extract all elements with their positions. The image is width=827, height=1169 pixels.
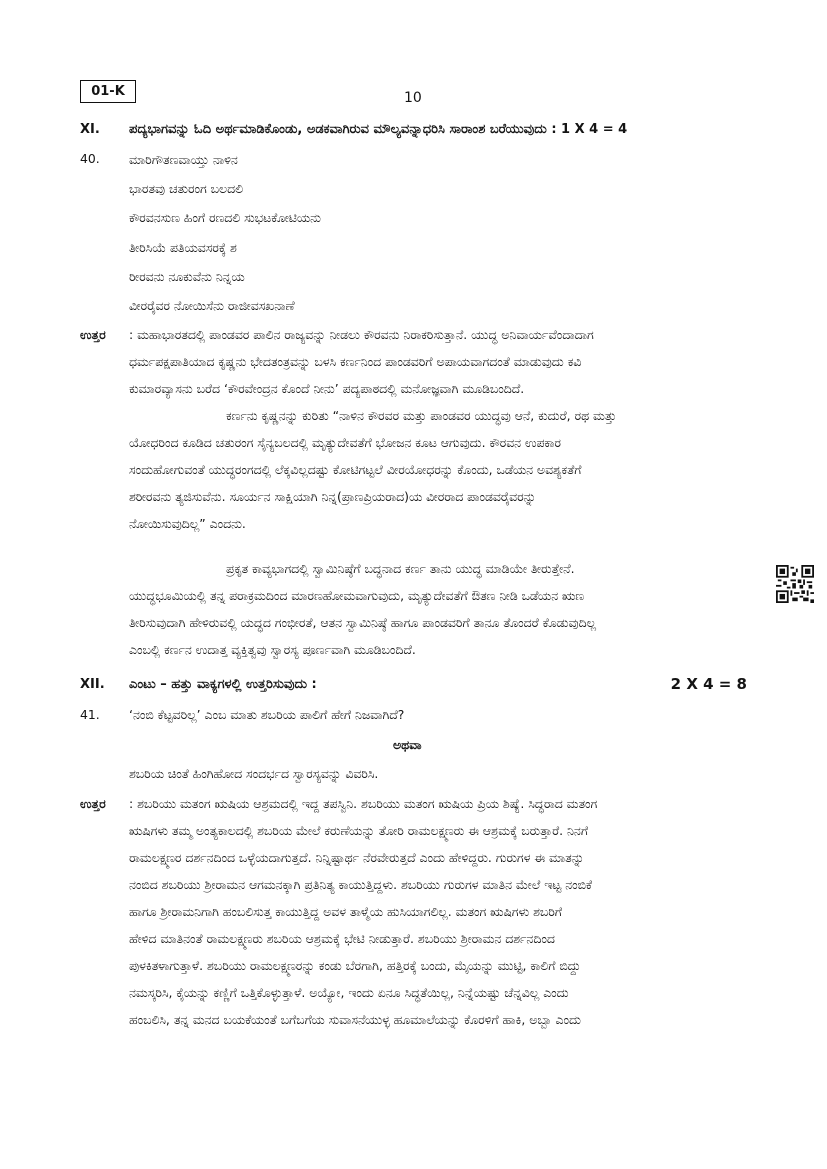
- question-40-poem: [129, 145, 751, 320]
- answer-line: ಯೋಧರಿಂದ ಕೂಡಿದ ಚತುರಂಗ ಸೈನ್ಯಬಲದಲ್ಲಿ ಮೃತ್ಯುದೇವತೆಗೆ ಭೋಜನ ಕೂಟ ಆಗುವುದು. ಕೌರವನ ಉಪಕಾರ: [129, 435, 561, 450]
- answer-40-label: ಉತ್ತರ: [80, 327, 106, 342]
- answer-line: ಹೇಳಿದ ಮಾತಿನಂತೆ ರಾಮಲಕ್ಷ್ಮಣರು ಶಬರಿಯ ಆಶ್ರಮಕ್ಕೆ ಭೇಟಿ ನೀಡುತ್ತಾರೆ. ಶಬರಿಯು ಶ್ರೀರಾಮನ ದರ್ಶನದಿಂದ: [129, 931, 555, 946]
- answer-line: ತೀರಿಸುವುದಾಗಿ ಹೇಳಿರುವಲ್ಲಿ ಯದ್ಧದ ಗಂಭೀರತೆ, ಆತನ ಸ್ವಾಮಿನಿಷ್ಠೆ ಹಾಗೂ ಪಾಂಡವರಿಗೆ ತಾನೂ ತೊಂದರೆ ಕೊಡುವುದಿಲ್ಲ: [129, 615, 597, 630]
- section-xi-number: XI.: [80, 122, 100, 137]
- answer-line: ನಂಬಿದ ಶಬರಿಯು ಶ್ರೀರಾಮನ ಆಗಮನಕ್ಕಾಗಿ ಪ್ರತಿನಿತ್ಯ ಕಾಯುತ್ತಿದ್ದಳು. ಶಬರಿಯು ಗುರುಗಳ ಮಾತಿನ ಮೇಲೆ ಇಟ್ಟ ನಂಬಿಕೆ: [129, 877, 592, 892]
- answer-line: ಕರ್ಣನು ಕೃಷ್ಣನನ್ನು ಕುರಿತು “ನಾಳಿನ ಕೌರವರ ಮತ್ತು ಪಾಂಡವರ ಯುದ್ಧವು ಆನೆ, ಕುದುರೆ, ರಥ ಮತ್ತು: [226, 408, 617, 423]
- section-xii-heading: ಎಂಟು – ಹತ್ತು ವಾಕ್ಯಗಳಲ್ಲಿ ಉತ್ತರಿಸುವುದು :: [129, 677, 317, 692]
- question-40-number: 40.: [80, 151, 100, 166]
- page-number: 10: [404, 90, 422, 106]
- answer-line: : ಮಹಾಭಾರತದಲ್ಲಿ ಪಾಂಡವರ ಪಾಲಿನ ರಾಜ್ಯವನ್ನು ನೀಡಲು ಕೌರವನು ನಿರಾಕರಿಸುತ್ತಾನೆ. ಯುದ್ಧ ಅನಿವಾರ್ಯವೆಂದಾದಾಗ: [129, 327, 594, 342]
- answer-line: ರಾಮಲಕ್ಷ್ಮಣರ ದರ್ಶನದಿಂದ ಒಳ್ಳೆಯದಾಗುತ್ತದೆ. ನಿನ್ನಿಷ್ಟಾರ್ಥ ನೆರವೇರುತ್ತದೆ ಎಂದು ಹೇಳಿದ್ದರು. ಗುರುಗಳ ಈ ಮಾತನ್ನು: [129, 850, 585, 865]
- answer-line: ನೋಯಿಸುವುದಿಲ್ಲ” ಎಂದನು.: [129, 516, 246, 531]
- answer-line: ಯುದ್ಧಭೂಮಿಯಲ್ಲಿ ತನ್ನ ಪರಾಕ್ರಮದಿಂದ ಮಾರಣಹೋಮವಾಗುವುದು, ಮೃತ್ಯುದೇವತೆಗೆ ಔತಣ ನೀಡಿ ಒಡೆಯನ ಋಣ: [129, 588, 584, 603]
- section-xi-heading: ಪದ್ಯಭಾಗವನ್ನು ಓದಿ ಅರ್ಥಮಾಡಿಕೊಂಡು, ಅಡಕವಾಗಿರುವ ಮೌಲ್ಯವನ್ನಾಧರಿಸಿ ಸಾರಾಂಶ ಬರೆಯುವುದು : 1 X 4 = 4: [129, 122, 628, 137]
- answer-line: ಎಂಬಲ್ಲಿ ಕರ್ಣನ ಉದಾತ್ತ ವ್ಯಕ್ತಿತ್ವವು ಸ್ವಾರಸ್ಯ ಪೂರ್ಣವಾಗಿ ಮೂಡಿಬಂದಿದೆ.: [129, 642, 416, 657]
- qr-code-icon: [776, 565, 814, 603]
- question-41-number: 41.: [80, 707, 100, 722]
- answer-line: ನಮಸ್ಕರಿಸಿ, ಕೈಯನ್ನು ಕಣ್ಣಿಗೆ ಒತ್ತಿಕೊಳ್ಳುತ್ತಾಳೆ. ಅಯ್ಯೋ, ಇಂದು ಏನೂ ಸಿದ್ಧತೆಯಿಲ್ಲ, ನಿನ್ನೆಯಷ್ಟು ಚೆನ್ನವಿಲ್ಲ ಎಂದು: [129, 985, 569, 1000]
- answer-line: ಶರೀರವನು ತ್ಯಜಿಸುವೆನು. ಸೂರ್ಯನ ಸಾಕ್ಷಿಯಾಗಿ ನಿನ್ನ(ಪ್ರಾಣಪ್ರಿಯರಾದ)ಯ ವೀರರಾದ ಪಾಂಡವರೈವರನ್ನು: [129, 489, 537, 504]
- question-41-text: ‘ನಂಬಿ ಕೆಟ್ಟವರಿಲ್ಲ’ ಎಂಬ ಮಾತು ಶಬರಿಯ ಪಾಲಿಗೆ ಹೇಗೆ ನಿಜವಾಗಿದೆ?: [129, 707, 405, 722]
- section-xii-number: XII.: [80, 677, 105, 692]
- answer-line: ಹಂಬಲಿಸಿ, ತನ್ನ ಮನದ ಬಯಕೆಯಂತೆ ಬಗೆಬಗೆಯ ಸುವಾಸನೆಯುಳ್ಳ ಹೂಮಾಲೆಯನ್ನು ಕೊರಳಿಗೆ ಹಾಕಿ, ಅಬ್ಬಾ ಎಂದು: [129, 1012, 581, 1027]
- or-label: ಅಥವಾ: [393, 737, 422, 752]
- paper-code-box: 01-K: [80, 80, 136, 103]
- answer-line: ಪುಳಕಿತಳಾಗುತ್ತಾಳೆ. ಶಬರಿಯು ರಾಮಲಕ್ಷ್ಮಣರನ್ನು ಕಂಡು ಬೆರಗಾಗಿ, ಹತ್ತಿರಕ್ಕೆ ಬಂದು, ಮೈಯನ್ನು ಮುಟ್ಟಿ, ಕಾಲಿಗೆ ಬಿದ್ದು: [129, 958, 581, 973]
- answer-40-paragraph-1: [129, 321, 751, 402]
- answer-41-label: ಉತ್ತರ: [80, 796, 106, 811]
- answer-line: : ಶಬರಿಯು ಮತಂಗ ಋಷಿಯ ಆಶ್ರಮದಲ್ಲಿ ಇದ್ದ ತಪಸ್ವಿನಿ. ಶಬರಿಯು ಮತಂಗ ಋಷಿಯ ಪ್ರಿಯ ಶಿಷ್ಯೆ. ಸಿದ್ಧರಾದ ಮತಂಗ: [129, 796, 598, 811]
- answer-40-paragraph-2: [129, 402, 751, 537]
- answer-line: ಧರ್ಮಪಕ್ಷಪಾತಿಯಾದ ಕೃಷ್ಣನು ಭೇದತಂತ್ರವನ್ನು ಬಳಸಿ ಕರ್ಣನಿಂದ ಪಾಂಡವರಿಗೆ ಅಪಾಯವಾಗದಂತೆ ಮಾಡುವುದು ಕವಿ: [129, 354, 582, 369]
- section-xii-marks: 2 X 4 = 8: [670, 675, 747, 693]
- poem-line: ಭಾರತವು ಚತುರಂಗ ಬಲದಲಿ: [129, 181, 243, 197]
- answer-40-paragraph-3: [129, 555, 751, 663]
- answer-line: ಪ್ರಕೃತ ಕಾವ್ಯಭಾಗದಲ್ಲಿ ಸ್ವಾಮಿನಿಷ್ಠೆಗೆ ಬದ್ಧನಾದ ಕರ್ಣ ತಾನು ಯುದ್ಧ ಮಾಡಿಯೇ ತೀರುತ್ತೇನೆ.: [226, 561, 575, 576]
- poem-line: ಮಾರಿಗೌತಣವಾಯ್ತು ನಾಳಿನ: [129, 152, 238, 167]
- answer-line: ಹಾಗೂ ಶ್ರೀರಾಮನಿಗಾಗಿ ಹಂಬಲಿಸುತ್ತ ಕಾಯುತ್ತಿದ್ದ ಅವಳ ತಾಳ್ಮೆಯ ಹುಸಿಯಾಗಲಿಲ್ಲ. ಮತಂಗ ಋಷಿಗಳು ಶಬರಿಗೆ: [129, 904, 562, 919]
- poem-line: ರೀರವನು ನೂಕುವೆನು ನಿನ್ನಯ: [129, 268, 245, 284]
- poem-line: ಕೌರವನಸುಣ ಹಿಂಗೆ ರಣದಲಿ ಸುಭಟಕೋಟಿಯನು: [129, 210, 321, 226]
- poem-line: ವೀರರೈವರ ನೋಯಿಸೆನು ರಾಜೀವಸಖನಾಣೆ: [129, 297, 295, 313]
- poem-line: ತೀರಿಸಿಯೆ ಪತಿಯವಸರಕ್ಕೆ ಶ: [129, 239, 237, 255]
- answer-line: ಸಂದುಹೋಗುವಂತೆ ಯುದ್ಧರಂಗದಲ್ಲಿ ಲೆಕ್ಕವಿಲ್ಲದಷ್ಟು ಕೋಟಿಗಟ್ಟಲೆ ವೀರಯೋಧರನ್ನು ಕೊಂದು, ಒಡೆಯನ ಅವಶ್ಯಕತೆಗೆ: [129, 462, 582, 477]
- question-41-alternative: ಶಬರಿಯ ಚಿಂತೆ ಹಿಂಗಿಹೋದ ಸಂದರ್ಭದ ಸ್ವಾರಸ್ಯವನ್ನು ವಿವರಿಸಿ.: [129, 766, 379, 781]
- answer-line: ಕುಮಾರವ್ಯಾಸನು ಬರೆದ ‘ಕೌರವೇಂದ್ರನ ಕೊಂದೆ ನೀನು’ ಪದ್ಯಪಾಠದಲ್ಲಿ ಮನೋಜ್ಞವಾಗಿ ಮೂಡಿಬಂದಿದೆ.: [129, 381, 525, 396]
- answer-line: ಋಷಿಗಳು ತಮ್ಮ ಅಂತ್ಯಕಾಲದಲ್ಲಿ ಶಬರಿಯ ಮೇಲೆ ಕರುಣೆಯನ್ನು ತೋರಿ ರಾಮಲಕ್ಷ್ಮಣರು ಈ ಆಶ್ರಮಕ್ಕೆ ಬರುತ್ತಾರೆ. ನಿನಗೆ: [129, 823, 589, 838]
- answer-41-paragraph: [129, 790, 751, 1033]
